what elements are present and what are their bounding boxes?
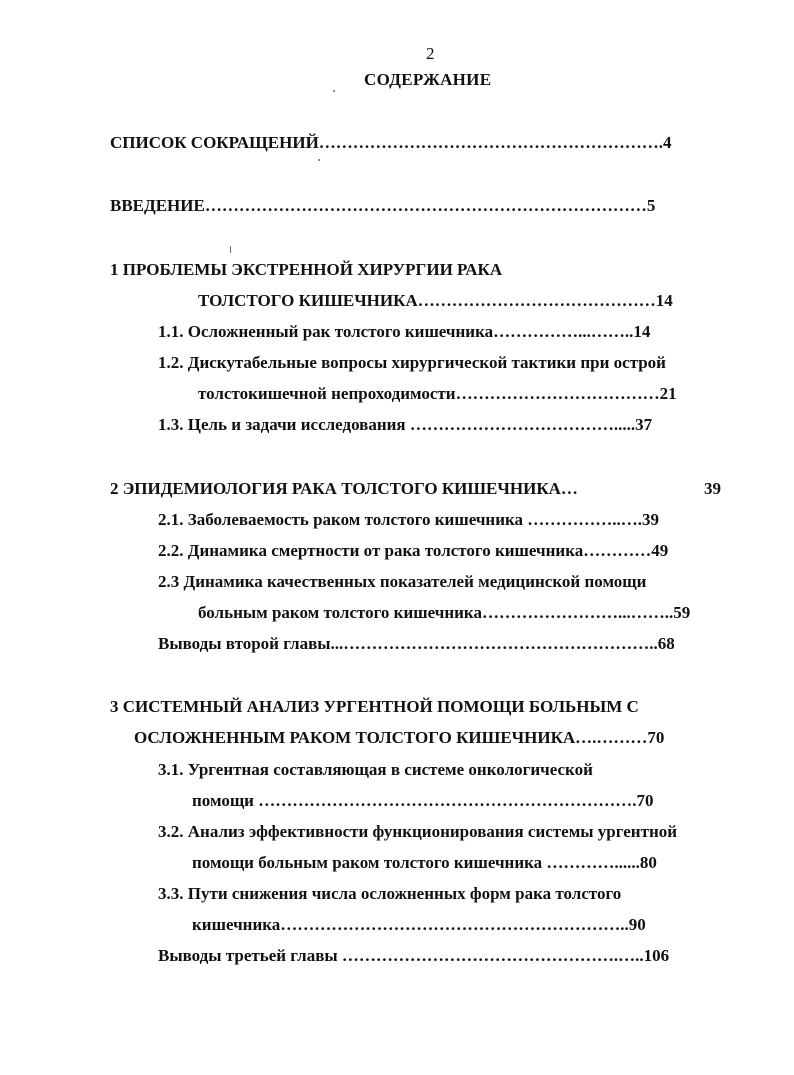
page-number: 2 bbox=[426, 44, 435, 63]
toc-section-1-1: 1.1. Осложненный рак толстого кишечника……………...……..14 bbox=[158, 322, 651, 341]
toc-chapter-1-title: 1 ПРОБЛЕМЫ ЭКСТРЕННОЙ ХИРУРГИИ РАКА bbox=[110, 260, 503, 279]
scan-speck bbox=[230, 246, 231, 253]
toc-section-3-1-cont: помощи ………………………………………………………….70 bbox=[192, 791, 654, 810]
toc-chapter-2-title: 2 ЭПИДЕМИОЛОГИЯ РАКА ТОЛСТОГО КИШЕЧНИКА… bbox=[110, 479, 578, 498]
toc-chapter-3-conclusions: Выводы третьей главы ………………………………………….…..106 bbox=[158, 946, 670, 965]
toc-section-3-2: 3.2. Анализ эффективности функционирования системы ургентной bbox=[158, 822, 678, 841]
toc-abbreviations: СПИСОК СОКРАЩЕНИЙ…………………………………………………….4 bbox=[110, 133, 672, 152]
toc-section-2-3-cont: больным раком толстого кишечника……………………...……..59 bbox=[198, 603, 691, 622]
toc-chapter-3-title: 3 СИСТЕМНЫЙ АНАЛИЗ УРГЕНТНОЙ ПОМОЩИ БОЛЬНЫМ С bbox=[110, 697, 639, 716]
scan-speck bbox=[333, 90, 335, 92]
toc-chapter-2-conclusions: Выводы второй главы...………………………………………………..68 bbox=[158, 634, 675, 653]
toc-section-3-3-cont: кишечника……………………………………………………..90 bbox=[192, 915, 646, 934]
toc-section-1-3: 1.3. Цель и задачи исследования ……………………………….....37 bbox=[158, 415, 653, 434]
toc-section-2-3: 2.3 Динамика качественных показателей медицинской помощи bbox=[158, 572, 647, 591]
toc-section-1-2-cont: толстокишечной непроходимости………………………………21 bbox=[198, 384, 677, 403]
toc-section-3-1: 3.1. Ургентная составляющая в системе онкологической bbox=[158, 760, 593, 779]
toc-chapter-1-title-cont: ТОЛСТОГО КИШЕЧНИКА……………………………………14 bbox=[198, 291, 673, 310]
toc-chapter-3-title-cont: ОСЛОЖНЕННЫМ РАКОМ ТОЛСТОГО КИШЕЧНИКА….………70 bbox=[134, 728, 665, 747]
scan-speck bbox=[318, 159, 320, 161]
toc-section-1-2: 1.2. Дискутабельные вопросы хирургической тактики при острой bbox=[158, 353, 666, 372]
toc-section-3-2-cont: помощи больным раком толстого кишечника …………......80 bbox=[192, 853, 657, 872]
toc-introduction: ВВЕДЕНИЕ……………………………………………………………………5 bbox=[110, 196, 656, 215]
toc-chapter-2-page: 39 bbox=[704, 479, 721, 498]
toc-section-2-2: 2.2. Динамика смертности от рака толстого кишечника…………49 bbox=[158, 541, 669, 560]
page-title: СОДЕРЖАНИЕ bbox=[364, 70, 492, 89]
toc-section-2-1: 2.1. Заболеваемость раком толстого кишечника ……………..….39 bbox=[158, 510, 660, 529]
toc-section-3-3: 3.3. Пути снижения числа осложненных форм рака толстого bbox=[158, 884, 622, 903]
